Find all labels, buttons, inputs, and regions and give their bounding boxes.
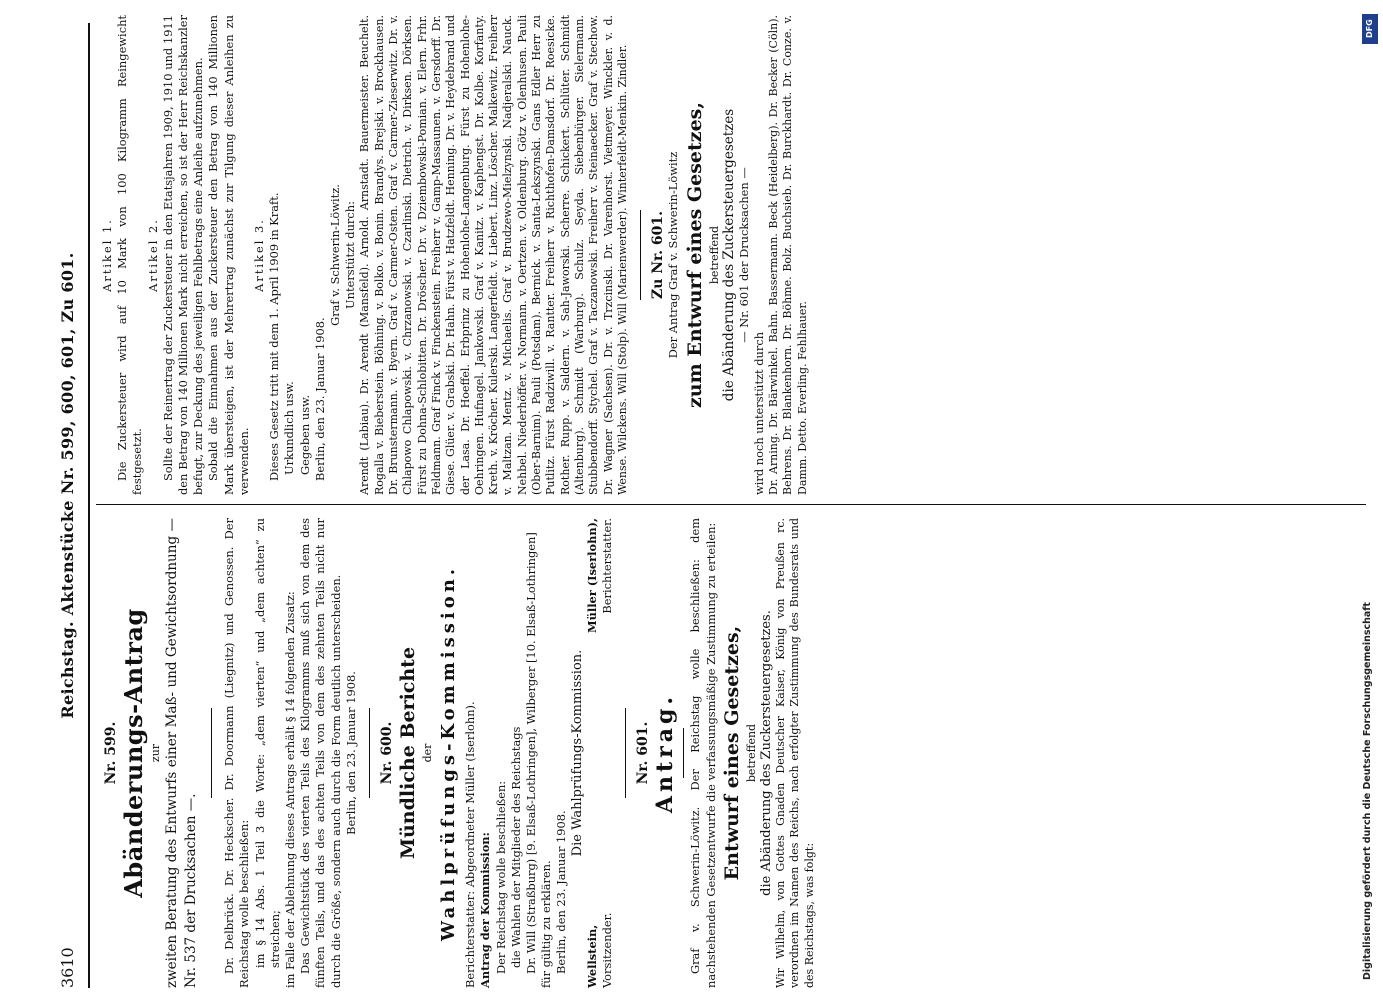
zu601-names: Dr. Arning. Dr. Bärwinkel. Bahn. Bassermann. Beck (Heidelberg). Dr. Becker (Cöln). Behrens. Dr. Blankenhorn. Dr. Böhme. Bolz. Buchsieb. Dr. Burckhardt. Dr. Conze. v. Damm. Detto. Everling. Fehlhauer.: [767, 15, 809, 495]
doc600-sig-right: [585, 518, 615, 633]
doc601-intro: Graf v. Schwerin-Löwitz. Der Reichstag wolle beschließen: dem nachstehenden Gesetzentwurfe die verfassungsmäßige Zustimmung zu erteilen:: [688, 518, 718, 988]
digitization-credit-bar: [1362, 10, 1378, 992]
doc601-betreffend: betreffend: [744, 723, 758, 783]
doc599-item2: im Falle der Ablehnung dieses Antrags erhält § 14 folgenden Zusatz:: [283, 591, 298, 988]
zu601-betreffend: betreffend: [707, 225, 721, 285]
doc601-number: Nr. 601.: [635, 721, 652, 785]
doc599-movers: Dr. Delbrück. Dr. Heckscher. Dr. Doormann (Liegnitz) und Genossen. Der Reichstag wolle beschließen:: [222, 518, 252, 988]
doc601-entwurf: Entwurf eines Gesetzes,: [720, 625, 743, 881]
header-rule: [88, 23, 90, 988]
doc600-intro: Der Reichstag wolle beschließen:: [493, 780, 508, 974]
doc600-valid: für gültig zu erklären.: [539, 860, 554, 988]
art2-text1: Sollte der Reinertrag der Zuckersteuer in den Etatsjahren 1909, 1910 und 1911 den Betrag von 140 Millionen Mark nicht erreichen, so ist der Herr Reichskanzler befugt, zur Deckung des jeweiligen Fehlbetrags eine Anleihe aufzunehmen.: [160, 15, 206, 495]
art3-title: Artikel 3.: [252, 218, 267, 292]
art1-text: Die Zuckersteuer wird auf 10 Mark von 100 Kilogramm Reingewicht festgesetzt.: [115, 15, 145, 495]
zu601-heading: zum Entwurf eines Gesetzes,: [683, 102, 706, 408]
divider: [369, 708, 370, 798]
doc599-date: Berlin, den 23. Januar 1908.: [343, 671, 358, 835]
doc600-der: der: [421, 743, 435, 763]
art3-text: Dieses Gesetz tritt mit dem 1. April 1909 in Kraft.: [267, 192, 282, 481]
doc600-wahlen: die Wahlen der Mitglieder des Reichstags: [508, 726, 523, 968]
sig-name: Müller (Iserlohn),: [584, 518, 599, 633]
doc600-number: Nr. 600.: [379, 721, 396, 785]
supported-label: Unterstützt durch:: [343, 201, 358, 309]
art2-text2: Sobald die Einnahmen aus der Zuckersteuer den Betrag von 140 Millionen Mark übersteigen, ist der Mehrertrag zunächst zur Tilgung dieser Anleihen zu verwenden.: [206, 15, 251, 495]
doc599-item: im § 14 Abs. 1 Teil 3 die Worte: „dem vierten“ und „dem achten“ zu streichen;: [252, 518, 282, 968]
doc600-antrag-label: Antrag der Kommission:: [478, 832, 493, 988]
divider: [211, 708, 212, 798]
art1-title: Artikel 1.: [100, 218, 114, 292]
doc600-committee: Wahlprüfungs-Kommission.: [438, 564, 460, 942]
zu601-text: Der Antrag Graf v. Schwerin-Löwitz: [666, 151, 681, 359]
left-column: [100, 518, 817, 988]
page-title: Reichstag. Aktenstücke Nr. 599, 600, 601, Zu 601.: [58, 252, 77, 719]
gegeben: Gegeben usw.: [297, 394, 312, 475]
doc601-preamble: Wir Wilhelm, von Gottes Gnaden Deutscher Kaiser, König von Preußen rc. verordnen im Namen des Reichs, nach erfolgter Zustimmung des Bundesrats und des Reichstags, was folgt:: [774, 518, 816, 988]
doc599-number: Nr. 599.: [103, 721, 119, 785]
doc600-date: Berlin, den 23. Januar 1908.: [554, 810, 569, 974]
right-signer: Graf v. Schwerin-Löwitz.: [328, 184, 343, 326]
doc599-zusatz: Das Gewichtstück des vierten Teils des Kilogramms muß sich von dem des fünften Teils, und das des achten Teils von dem des zehnten Teils nicht nur durch die Größe, sondern auch durch die Form deutlich unterscheiden.: [298, 518, 343, 988]
right-column: [100, 15, 810, 495]
dfg-logo: DFG: [1362, 14, 1378, 44]
zu601-ref: — Nr. 601 der Drucksachen —: [736, 167, 751, 343]
zu601-subject: die Abänderung des Zuckersteuergesetzes: [720, 108, 737, 402]
doc601-subject: die Abänderung des Zuckersteuergesetzes.: [758, 610, 774, 896]
document-599: [104, 518, 359, 988]
dfg-credit-text: Digitalisierung gefördert durch die Deutsche Forschungsgemeinschaft: [1362, 602, 1373, 980]
urkundlich: Urkundlich usw.: [282, 381, 297, 475]
art2-title: Artikel 2.: [145, 218, 160, 292]
page-header: [60, 23, 90, 988]
doc599-heading: Abänderungs-Antrag: [119, 608, 149, 898]
sig-role: Berichterstatter.: [600, 518, 615, 614]
doc600-signatures: [585, 518, 615, 988]
doc600-names: Dr. Will (Straßburg) [9. Elsaß-Lothringen], Wilberger [10. Elsaß-Lothringen]: [524, 532, 539, 974]
sig-name: Wellstein,: [584, 924, 599, 988]
zu601-supp: wird noch unterstützt durch: [751, 331, 766, 495]
document-601: [636, 518, 817, 988]
divider: [625, 708, 626, 798]
doc600-commission: Die Wahlprüfungs-Kommission.: [569, 649, 585, 857]
divider: [640, 210, 641, 300]
sig-role: Vorsitzender.: [600, 912, 615, 988]
doc599-intro: zweiten Beratung des Entwurfs einer Maß- und Gewichtsordnung — Nr. 537 der Drucksachen —.: [164, 518, 200, 988]
right-date: Berlin, den 23. Januar 1908.: [312, 317, 327, 481]
doc600-sig-left: [585, 913, 615, 988]
supporters-list: Arendt (Labiau). Dr. Arendt (Mansfeld). Arnold. Arnstadt. Bauermeister. Beuchelt. Rogalla v. Bieberstein. Böhning. v. Bolko. v. Bonin. Brandys. Brejski. v. Brockhausen. Dr. Brunstermann. v. Byern. Graf v. Carmer-Osten. Graf v. Carmer-Zieserwitz. Dr. v. Chlapowo Chlapowski. v. Chrzanowski. v. Czarlinski. Dietrich. v. Dirksen. Dörksen. Fürst zu Dohna-Schlobitten. Dr. Dröscher. Dr. v. Dziembowski-Pomian. v. Elern. Frhr. Feldmann. Graf Finck v. Finckenstein. Freiherr v. Gamp-Massaunen. v. Gersdorff. Dr. Giese. Glüer. v. Grabski. Dr. Hahn. Fürst v. Hatzfeldt. Henning. Dr. v. Heydebrand und der Lasa. Dr. Hoeffel. Erbprinz zu Hohenlohe-Langenburg. Fürst zu Hohenlohe-Oehringen. Hufnagel. Jankowski. Graf v. Kanitz. v. Kaphengst. Dr. Kolbe. Korfanty. Kreth. v. Kröcher. Kulerski. Langerfeldt. v. Liebert. Linz. Löscher. Malkewitz. Freiherr v. Maltzan. Mentz. v. Michaelis. Graf v. Brudzewo-Mielzynski. Nadjeralski. Nauck. Nehbel. Niederhöffer. v. Normann. v. Oertzen. v. Oldenburg. Götz v. Olenhusen. Pauli (Ober-Barnim). Pauli (Potsdam). Bernick. v. Santa-Lekszynski. Gans Edler Herr zu Putlitz. Fürst Radziwill. v. Rantter. Freiherr v. Richthofen-Damsdorf. Dr. Roesicke. Rother. Rupp. v. Saldern. v. Sah-Jaworski. Scherre. Schickert. Schlüter. Schmidt (Altenburg). Schmidt (Warburg). Schulz. Seyda. Siebenbürger. Sielermann. Stubbendorff. Stychel. Graf v. Taczanowski. Freiherr v. Steinaecker. Graf v. Stechow. Dr. Wagner (Sachsen). Dr. v. Trzcinski. Dr. Varenhorst. Vietmeyer. Winckler. v. d. Wense. Wilckens. Will (Stolp). Will (Marienwerder). Winterfeldt-Menkin. Zindler.: [358, 15, 629, 495]
doc599-zur: zur: [149, 743, 163, 763]
column-divider: [96, 504, 1366, 505]
doc600-heading: Mündliche Berichte: [397, 646, 420, 860]
zu601-number: Zu Nr. 601.: [650, 211, 667, 300]
doc601-heading: Antrag.: [652, 692, 679, 814]
page-number: 3610: [58, 947, 77, 988]
divider: [683, 728, 684, 778]
document-600: [380, 518, 615, 988]
doc600-reporter: Berichterstatter: Abgeordneter Müller (Iserlohn).: [463, 701, 478, 988]
